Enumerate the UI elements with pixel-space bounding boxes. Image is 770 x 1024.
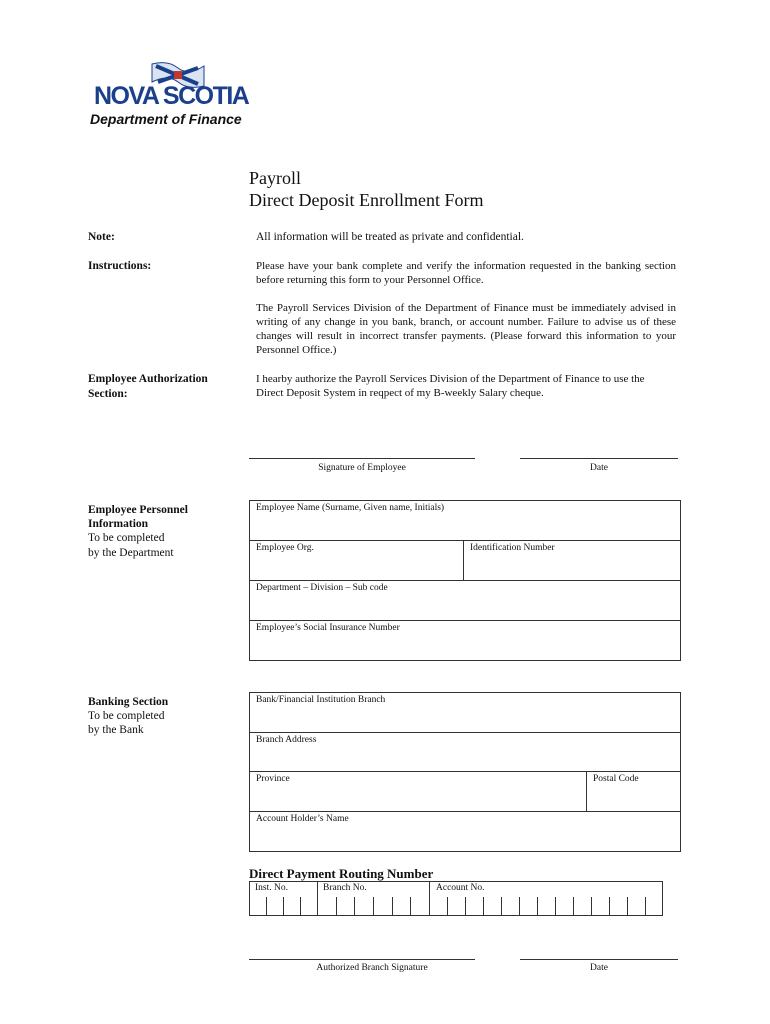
digit-tick <box>519 897 520 916</box>
digit-tick <box>609 897 610 916</box>
digit-tick <box>573 897 574 916</box>
branch-signature-label: Authorized Branch Signature <box>316 963 428 973</box>
divider <box>249 732 681 733</box>
branch-no-label: Branch No. <box>323 883 367 893</box>
employee-date-label: Date <box>590 463 608 473</box>
branch-signature-line[interactable] <box>249 959 475 960</box>
branch-date-line[interactable] <box>520 959 678 960</box>
personnel-label-2: Information <box>88 518 149 530</box>
bank-branch-field[interactable]: Bank/Financial Institution Branch <box>256 695 386 705</box>
divider <box>317 881 318 916</box>
branch-date-label: Date <box>590 963 608 973</box>
department-division-field[interactable]: Department – Division – Sub code <box>256 583 388 593</box>
divider <box>249 540 681 541</box>
divider <box>586 771 587 811</box>
employee-signature-label: Signature of Employee <box>318 463 406 473</box>
digit-tick <box>410 897 411 916</box>
personnel-sub-2: by the Department <box>88 547 174 559</box>
logo-text: NOVA SCOTIA <box>94 82 249 110</box>
authorization-label-1: Employee Authorization <box>88 373 208 385</box>
identification-number-field[interactable]: Identification Number <box>470 543 555 553</box>
authorization-label-2: Section: <box>88 388 128 400</box>
digit-tick <box>392 897 393 916</box>
digit-tick <box>537 897 538 916</box>
employee-name-field[interactable]: Employee Name (Surname, Given name, Initials) <box>256 503 445 513</box>
divider <box>429 881 430 916</box>
digit-tick <box>354 897 355 916</box>
employee-date-line[interactable] <box>520 458 678 459</box>
personnel-label-1: Employee Personnel <box>88 504 188 516</box>
digit-tick <box>373 897 374 916</box>
digit-tick <box>336 897 337 916</box>
department-name: Department of Finance <box>90 111 242 127</box>
note-text: All information will be treated as private and confidential. <box>256 231 524 243</box>
digit-tick <box>555 897 556 916</box>
employee-org-field[interactable]: Employee Org. <box>256 543 314 553</box>
instructions-label: Instructions: <box>88 260 152 272</box>
banking-sub-1: To be completed <box>88 710 165 722</box>
form-title-line1: Payroll <box>249 168 301 188</box>
digit-tick <box>501 897 502 916</box>
province-field[interactable]: Province <box>256 774 290 784</box>
instructions-para2: The Payroll Services Division of the Department of Finance must be immediately advised in writing of any change in you bank, branch, or account number. Failure to advise us of these changes will result in incorrect transfer payments. (Please forward this information to your Personnel Office.) <box>256 302 676 356</box>
note-label: Note: <box>88 231 115 243</box>
account-no-label: Account No. <box>436 883 485 893</box>
account-holder-field[interactable]: Account Holder’s Name <box>256 814 349 824</box>
personnel-sub-1: To be completed <box>88 532 165 544</box>
postal-code-field[interactable]: Postal Code <box>593 774 639 784</box>
digit-tick <box>283 897 284 916</box>
digit-tick <box>627 897 628 916</box>
logo <box>94 60 254 110</box>
digit-tick <box>300 897 301 916</box>
instructions-para1: Please have your bank complete and verify the information requested in the banking section before returning this form to your Personnel Office. <box>256 260 676 286</box>
digit-tick <box>266 897 267 916</box>
digit-tick <box>591 897 592 916</box>
divider <box>249 771 681 772</box>
banking-label: Banking Section <box>88 696 169 708</box>
digit-tick <box>483 897 484 916</box>
divider <box>249 620 681 621</box>
branch-address-field[interactable]: Branch Address <box>256 735 317 745</box>
employee-signature-line[interactable] <box>249 458 475 459</box>
divider <box>463 540 464 580</box>
digit-tick <box>645 897 646 916</box>
banking-sub-2: by the Bank <box>88 724 144 736</box>
authorization-text: I hearby authorize the Payroll Services Division of the Department of Finance to use the Direct Deposit System in reqpect of my B-weekly Salary cheque. <box>256 373 645 399</box>
routing-title: Direct Payment Routing Number <box>249 866 434 881</box>
divider <box>249 811 681 812</box>
digit-tick <box>465 897 466 916</box>
digit-tick <box>447 897 448 916</box>
divider <box>249 580 681 581</box>
sin-field[interactable]: Employee’s Social Insurance Number <box>256 623 400 633</box>
banking-table <box>249 692 681 852</box>
inst-no-label: Inst. No. <box>255 883 288 893</box>
form-title-line2: Direct Deposit Enrollment Form <box>249 190 484 210</box>
